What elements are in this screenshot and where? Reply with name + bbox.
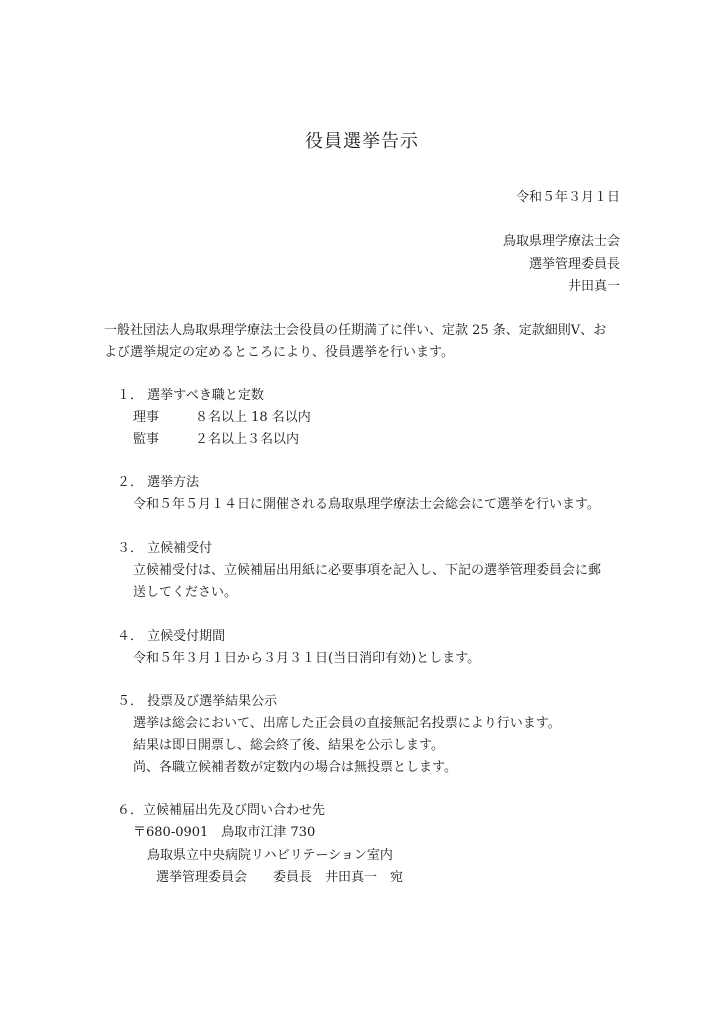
section-3-heading: ３． 立候補受付 <box>117 541 213 556</box>
role-auditor-label: 監事 <box>133 432 160 447</box>
section-3-line-1: 立候補受付は、立候補届出用紙に必要事項を記入し、下記の選挙管理委員会に郵 <box>133 563 602 578</box>
intro-line-1: 一般社団法人鳥取県理学療法士会役員の任期満了に伴い、定款 25 条、定款細則Ⅴ、お <box>104 323 607 338</box>
section-5-line-2: 結果は即日開票し、総会終了後、結果を公示します。 <box>133 738 444 753</box>
role-director-quota: ８名以上 18 名以内 <box>195 410 311 425</box>
issue-date: 令和５年３月１日 <box>515 190 620 205</box>
section-2-heading: ２． 選挙方法 <box>117 475 200 490</box>
role-director-label: 理事 <box>133 410 160 425</box>
issuer-name: 井田真一 <box>567 279 620 294</box>
intro-line-2: よび選挙規定の定めるところにより、役員選挙を行います。 <box>104 345 454 360</box>
contact-recipient: 選挙管理委員会 委員長 井田真一 宛 <box>156 870 404 885</box>
issuer-committee: 選挙管理委員長 <box>528 257 620 272</box>
contact-place: 鳥取県立中央病院リハビリテーション室内 <box>147 848 393 863</box>
section-3-line-2: 送してください。 <box>133 585 238 600</box>
section-6-heading: ６．立候補届出先及び問い合わせ先 <box>117 803 326 818</box>
section-4-line-1: 令和５年３月１日から３月３１日(当日消印有効)とします。 <box>133 651 481 666</box>
section-4-heading: ４． 立候受付期間 <box>117 629 226 644</box>
document-title: 役員選挙告示 <box>305 131 419 152</box>
issuer-organization: 鳥取県理学療法士会 <box>502 234 620 249</box>
section-5-line-3: 尚、各職立候補者数が定数内の場合は無投票とします。 <box>133 760 457 775</box>
contact-address: 〒680-0901 鳥取市江津 730 <box>133 825 316 840</box>
section-5-heading: ５． 投票及び選挙結果公示 <box>117 694 278 709</box>
section-2-line-1: 令和５年５月１４日に開催される鳥取県理学療法士会総会にて選挙を行います。 <box>133 497 600 512</box>
role-auditor-quota: ２名以上３名以内 <box>195 432 300 447</box>
section-5-line-1: 選挙は総会において、出席した正会員の直接無記名投票により行います。 <box>133 716 561 731</box>
section-1-heading: １． 選挙すべき職と定数 <box>117 388 264 403</box>
